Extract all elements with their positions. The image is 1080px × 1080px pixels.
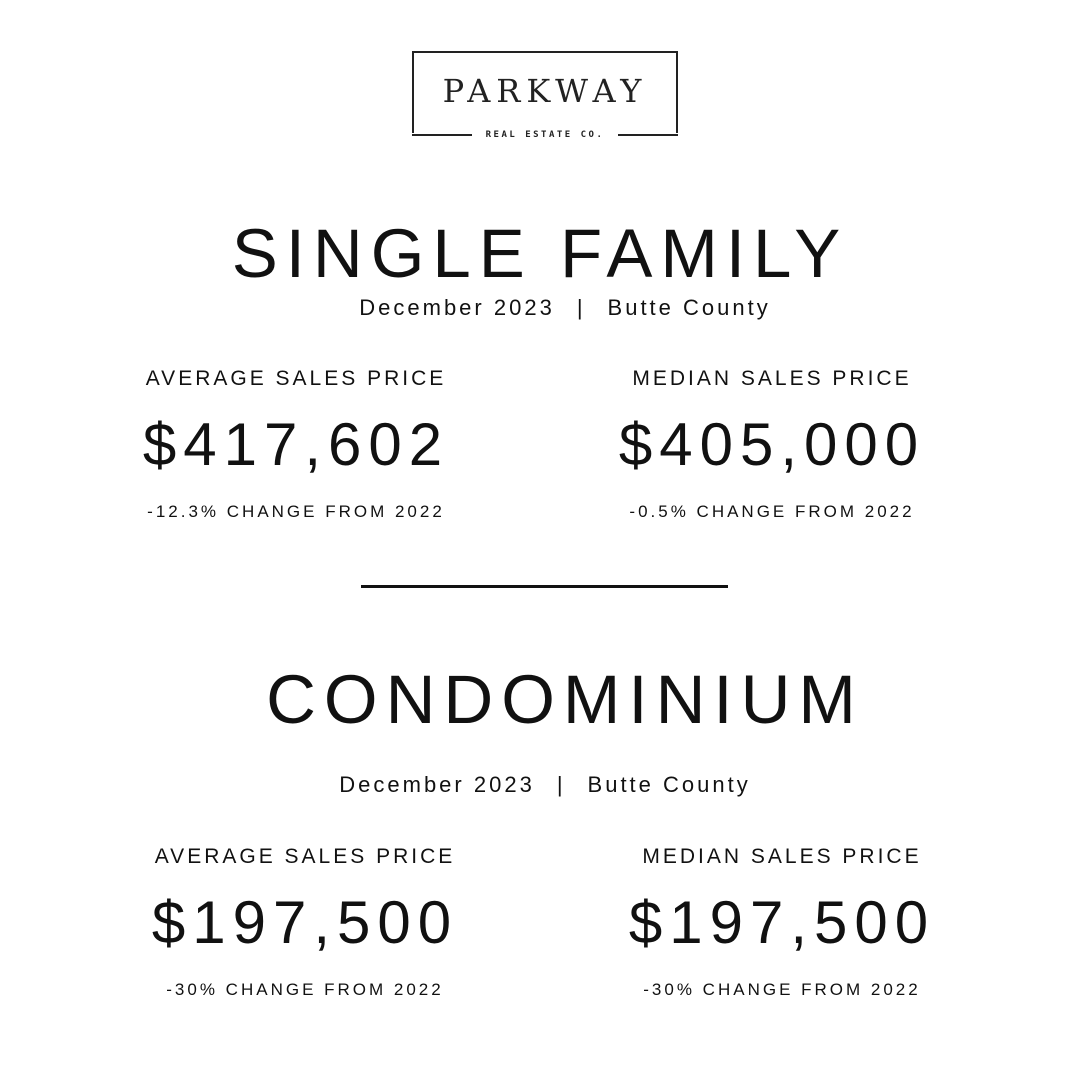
condominium-period: December 2023 [339,772,535,797]
condominium-subline [0,774,1080,796]
condominium-median [572,846,992,998]
condominium-region: Butte County [587,772,751,797]
single-family-average-value: $417,602 [142,411,450,478]
single-family-period: December 2023 [359,295,555,320]
logo-line-right [618,134,678,136]
condominium-average [95,846,515,998]
condominium-average-value: $197,500 [151,889,459,956]
section-divider [361,585,728,588]
condominium-median-value: $197,500 [628,889,936,956]
single-family-average [86,368,506,520]
single-family-median-label: MEDIAN SALES PRICE [632,367,912,390]
logo [412,51,678,140]
logo-tagline: REAL ESTATE CO. [485,130,605,140]
condominium-title: CONDOMINIUM [266,661,864,738]
single-family-average-label: AVERAGE SALES PRICE [145,367,447,390]
condominium-separator: | [556,772,566,797]
condominium-median-label: MEDIAN SALES PRICE [642,845,922,868]
logo-line-left [412,134,472,136]
logo-name: PARKWAY [442,72,648,110]
condominium-average-label: AVERAGE SALES PRICE [154,845,456,868]
single-family-median-change: -0.5% CHANGE FROM 2022 [629,502,915,521]
single-family-median-value: $405,000 [618,411,926,478]
condominium-median-change: -30% CHANGE FROM 2022 [643,980,921,999]
single-family-region: Butte County [607,295,771,320]
logo-tagline-row [412,131,678,139]
single-family-subline [0,297,1080,319]
single-family-median [562,368,982,520]
single-family-title: SINGLE FAMILY [231,215,849,292]
single-family-separator: | [576,295,586,320]
condominium-average-change: -30% CHANGE FROM 2022 [166,980,444,999]
single-family-average-change: -12.3% CHANGE FROM 2022 [147,502,445,521]
